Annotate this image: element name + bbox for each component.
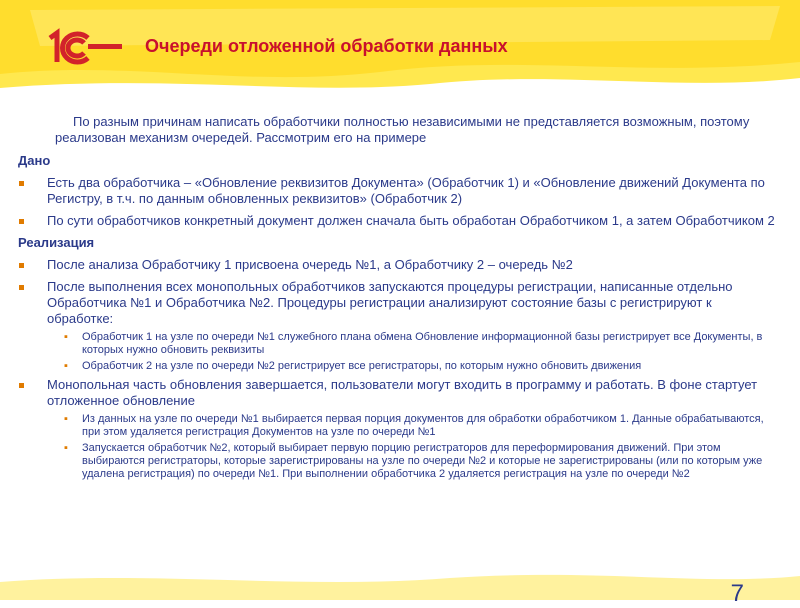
- page-number: 7: [730, 580, 744, 607]
- list-item: [0, 377, 780, 481]
- square-bullet-icon: [19, 263, 24, 268]
- square-bullet-icon: [19, 219, 24, 224]
- implementation-item-3: Монопольная часть обновления завершается, пользователи могут входить в программу и работать. В фоне стартует отложенное обновление: [47, 377, 758, 408]
- square-bullet-icon: [19, 285, 24, 290]
- implementation-list: [0, 257, 780, 481]
- sub-item-text: Запускается обработчик №2, который выбирает первую порцию регистраторов для переформирования движений. При этом выбираются регистраторы, которые зарегистрированы на узле по очереди №2 и которые не зарегистрированы (или по которым уже удалена регистрация) по очереди №1. При выполнении обработчика 2 удаляется регистрация на узле по очереди №2: [82, 442, 763, 480]
- given-heading: Дано: [18, 153, 51, 168]
- arrow-bullet-icon: ▪: [64, 360, 68, 372]
- sub-list-item: [47, 442, 780, 481]
- intro-paragraph: [55, 114, 755, 146]
- arrow-bullet-icon: ▪: [64, 442, 68, 454]
- list-item: [0, 279, 780, 373]
- sub-item-text: Из данных на узле по очереди №1 выбирается первая порция документов для обработки обработчиком 1. Данные обрабатываются, при этом удаляется регистрация Документов на узле по очереди №1: [82, 413, 764, 438]
- implementation-heading: Реализация: [18, 235, 95, 250]
- given-item-2: По сути обработчиков конкретный документ должен сначала быть обработан Обработчиком 1, а затем Обработчиком 2: [47, 213, 775, 228]
- arrow-bullet-icon: ▪: [64, 331, 68, 343]
- sub-list-item: [47, 413, 780, 439]
- arrow-bullet-icon: ▪: [64, 413, 68, 425]
- footer-band: [0, 560, 800, 600]
- list-item: [0, 257, 780, 273]
- sub-item-text: Обработчик 2 на узле по очереди №2 регистрирует все регистраторы, по которым нужно обновить движения: [82, 360, 642, 372]
- sub-list-item: [47, 360, 780, 373]
- sub-list-item: [47, 331, 780, 357]
- 1c-logo: [44, 26, 128, 66]
- given-item-1: Есть два обработчика – «Обновление реквизитов Документа» (Обработчик 1) и «Обновление движений Документа по Регистру, в т.ч. по данным обновленных реквизитов» (Обработчик 2): [47, 175, 765, 206]
- sub-list: [47, 331, 780, 373]
- slide-content: [0, 114, 780, 481]
- page-title: Очереди отложенной обработки данных: [145, 36, 508, 56]
- list-item: [0, 213, 780, 229]
- square-bullet-icon: [19, 181, 24, 186]
- implementation-item-1: После анализа Обработчику 1 присвоена очередь №1, а Обработчику 2 – очередь №2: [47, 257, 573, 272]
- square-bullet-icon: [19, 383, 24, 388]
- list-item: [0, 175, 780, 207]
- sub-item-text: Обработчик 1 на узле по очереди №1 служебного плана обмена Обновление информационной базы регистрирует все Документы, в которых нужно обновить реквизиты: [82, 331, 763, 356]
- implementation-item-2: После выполнения всех монопольных обработчиков запускаются процедуры регистрации, написанные отдельно Обработчика №1 и Обработчика №2. Процедуры регистрации анализируют состояние базы с регистрируют к обработке:: [47, 279, 733, 326]
- intro-text: По разным причинам написать обработчики полностью независимыми не представляется возможным, поэтому реализован механизм очередей. Рассмотрим его на примере: [55, 114, 750, 145]
- sub-list: [47, 413, 780, 481]
- given-list: [0, 175, 780, 229]
